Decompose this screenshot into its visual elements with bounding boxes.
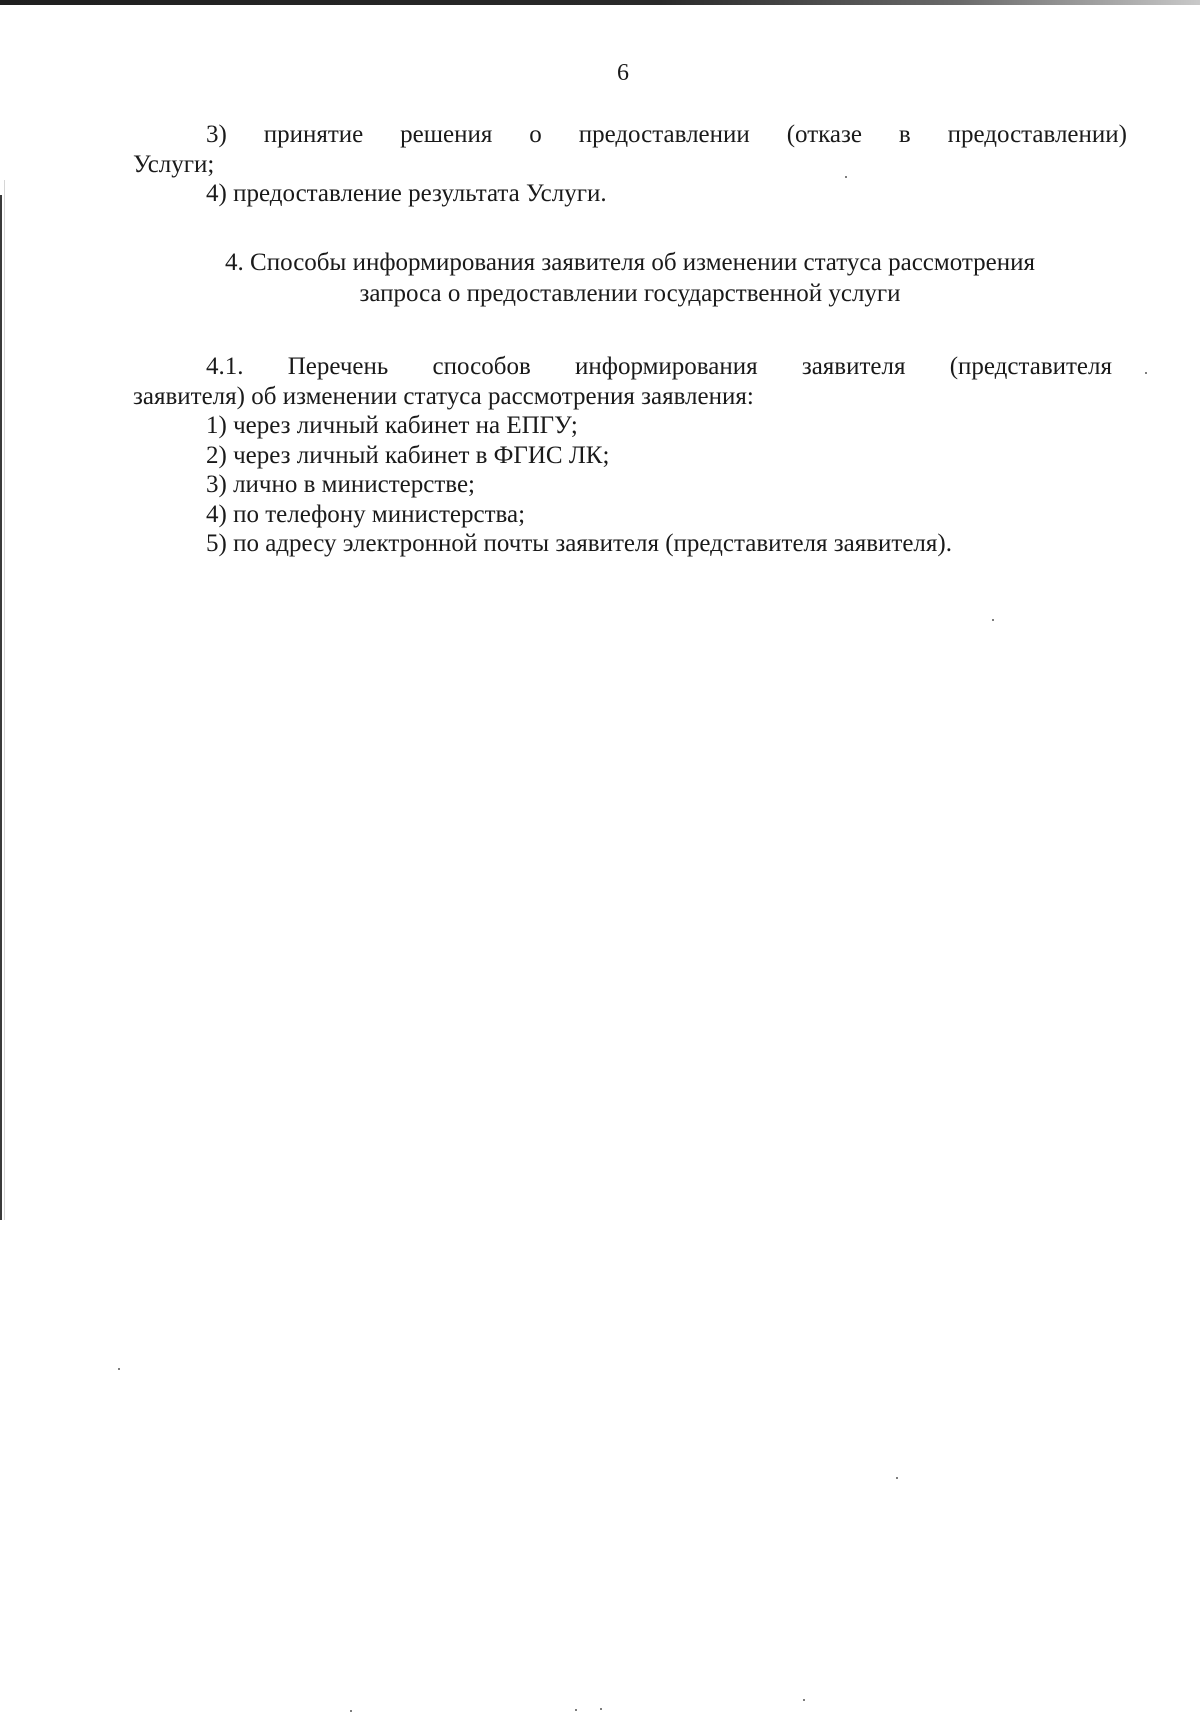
section-4-heading-line-2: запроса о предоставлении государственной услуги <box>359 280 901 307</box>
stage-item-3-continuation: Услуги; <box>133 150 215 178</box>
section-4-heading-line-1: 4. Способы информирования заявителя об изменении статуса рассмотрения <box>225 249 1035 276</box>
scan-speck <box>600 1708 602 1710</box>
stage-item-3: 3) принятие решения о предоставлении (отказе в предоставлении) <box>206 121 1127 148</box>
method-item: 2) через личный кабинет в ФГИС ЛК; <box>206 441 610 469</box>
scan-speck <box>350 1710 352 1712</box>
method-item: 5) по адресу электронной почты заявителя (представителя заявителя). <box>206 530 952 557</box>
page-number: 6 <box>617 60 629 86</box>
scan-left-edge-faint <box>4 180 5 1220</box>
method-item: 4) по телефону министерства; <box>206 500 526 528</box>
method-item: 1) через личный кабинет на ЕПГУ; <box>206 412 578 439</box>
stage-item-4: 4) предоставление результата Услуги. <box>206 180 607 207</box>
section-4-heading <box>130 247 1130 309</box>
scan-speck <box>992 619 994 621</box>
section-4-intro-continuation: заявителя) об изменении статуса рассмотрения заявления: <box>133 382 754 410</box>
scan-speck <box>118 1368 120 1370</box>
scan-left-edge <box>0 195 2 1220</box>
scan-speck <box>896 1477 898 1479</box>
scan-top-edge <box>0 0 1200 5</box>
scan-speck <box>1145 372 1147 374</box>
method-item: 3) лично в министерстве; <box>206 471 475 498</box>
section-4-intro: 4.1. Перечень способов информирования заявителя (представителя <box>206 353 1112 380</box>
stages-list <box>133 120 1127 209</box>
scan-speck <box>575 1709 577 1711</box>
section-4-body <box>133 352 1112 559</box>
scan-speck <box>803 1699 805 1701</box>
